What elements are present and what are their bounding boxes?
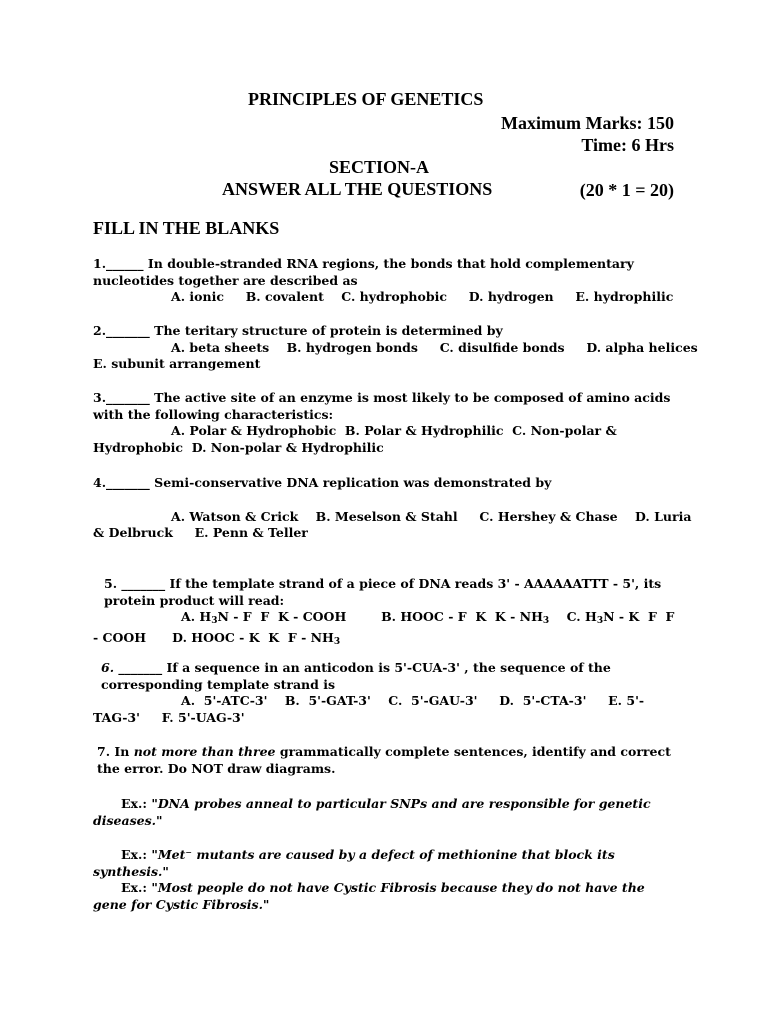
- question-2-stem: [93, 323, 675, 340]
- example-3-label: Ex.:: [121, 880, 147, 895]
- question-3: [93, 390, 675, 456]
- question-2-options-line-1: A. beta sheets B. hydrogen bonds C. disulfide bonds D. alpha helices: [171, 339, 698, 355]
- question-4-options-line-2: & Delbruck E. Penn & Teller: [93, 525, 308, 541]
- question-4-text: Semi-conservative DNA replication was demonstrated by: [154, 475, 552, 490]
- question-4: [93, 475, 692, 542]
- question-1-options: A. ionic B. covalent C. hydrophobic D. hydrogen E. hydrophilic: [171, 289, 674, 305]
- question-1-stem: [93, 256, 675, 289]
- question-7-number: 7.: [97, 744, 111, 759]
- question-1-number: 1.______: [93, 256, 144, 271]
- question-5-number: 5. _______: [104, 576, 166, 591]
- exam-title: PRINCIPLES OF GENETICS: [248, 89, 484, 109]
- question-5: [93, 576, 675, 650]
- question-3-stem: [93, 390, 675, 423]
- question-5-options-line-2: - COOH D. HOOC - K K F - $NH_3$: [93, 629, 341, 647]
- question-7-emphasis: not more than three: [133, 744, 276, 759]
- example-1-text: "DNA probes anneal to particular SNPs and are responsible for genetic diseases.": [93, 796, 651, 828]
- example-2-text: "Met⁻ mutants are caused by a defect of methionine that block its synthesis.": [93, 847, 615, 879]
- instruction-heading: ANSWER ALL THE QUESTIONS: [222, 179, 493, 199]
- question-5-text: If the template strand of a piece of DNA reads 3' - AAAAAATTT - 5', its protein product will read:: [104, 576, 662, 608]
- question-6: [93, 660, 675, 726]
- example-3-text: "Most people do not have Cystic Fibrosis because they do not have the gene for Cystic Fibrosis.": [93, 880, 645, 912]
- question-6-options-line-2: TAG-3' F. 5'-UAG-3': [93, 709, 245, 725]
- question-2-options-line-2: E. subunit arrangement: [93, 356, 261, 372]
- question-1-text: In double-stranded RNA regions, the bonds that hold complementary nucleotides together are described as: [93, 256, 634, 288]
- question-4-options-line-1: A. Watson & Crick B. Meselson & Stahl C. Hershey & Chase D. Luria: [171, 508, 692, 524]
- example-2: [93, 847, 675, 880]
- question-7: [93, 744, 675, 777]
- question-3-options-line-1: A. Polar & Hydrophobic B. Polar & Hydrophilic C. Non-polar &: [171, 423, 617, 439]
- question-2-text: The teritary structure of protein is determined by: [154, 323, 503, 338]
- question-2-number: 2._______: [93, 323, 150, 338]
- fill-blanks-heading: FILL IN THE BLANKS: [93, 218, 280, 238]
- example-1-label: Ex.:: [121, 796, 147, 811]
- question-4-number: 4._______: [93, 475, 150, 490]
- example-2-label: Ex.:: [121, 847, 147, 862]
- question-7-stem: 7. In not more than three grammatically complete sentences, identify and correct the error. Do NOT draw diagrams.: [97, 744, 671, 776]
- question-6-stem: [93, 660, 675, 693]
- example-1: [93, 796, 675, 829]
- question-1: [93, 256, 675, 306]
- question-2: [93, 323, 698, 373]
- marks-formula: (20 * 1 = 20): [579, 180, 674, 200]
- question-6-number: 6. _______: [101, 660, 163, 675]
- section-heading: SECTION-A: [329, 157, 430, 177]
- exam-time: Time: 6 Hrs: [581, 135, 674, 155]
- maximum-marks: Maximum Marks: 150: [501, 113, 674, 133]
- question-6-text: If a sequence in an anticodon is 5'-CUA-3' , the sequence of the corresponding template strand is: [101, 660, 611, 692]
- question-3-number: 3._______: [93, 390, 150, 405]
- question-5-options-line-1: A. $H_3N$ - F F K - COOH B. HOOC - F K K - $NH_3$ C. $H_3N$ - K F F: [181, 609, 675, 627]
- example-3: [93, 880, 675, 913]
- question-3-options-line-2: Hydrophobic D. Non-polar & Hydrophilic: [93, 439, 384, 455]
- question-5-stem: [93, 576, 675, 609]
- question-3-text: The active site of an enzyme is most likely to be composed of amino acids with the following characteristics:: [93, 390, 671, 422]
- question-4-stem: [93, 475, 675, 492]
- question-6-options-line-1: A. 5'-ATC-3' B. 5'-GAT-3' C. 5'-GAU-3' D. 5'-CTA-3' E. 5'-: [181, 693, 645, 709]
